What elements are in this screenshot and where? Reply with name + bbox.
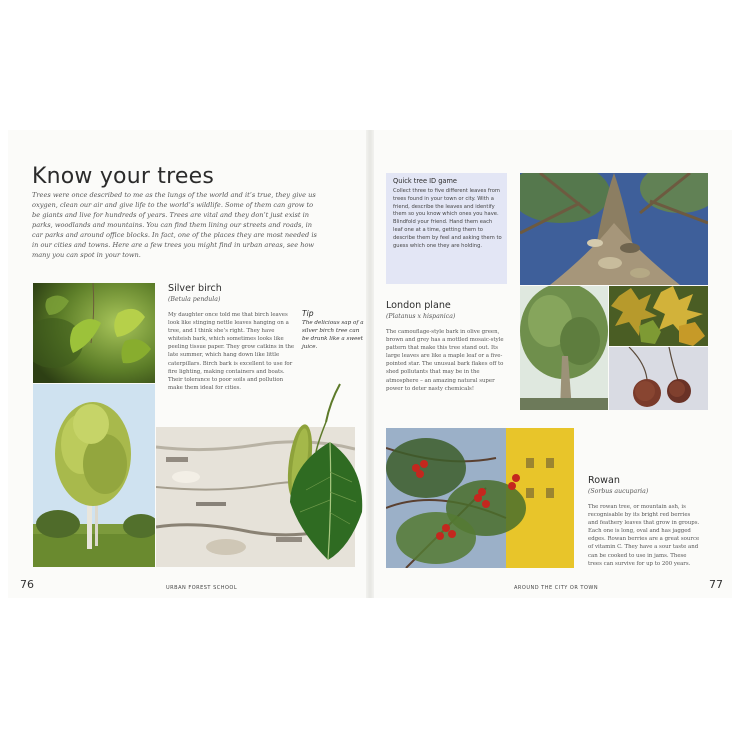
silver-birch-text: My daughter once told me that birch leaves look like stinging nettle leaves hanging on a tree, and I think she’s right. They have whiteish bark, which sometimes looks like peeling tissue paper. They grow catkins in the late summer, which hang down like little caterpillars. Birch bark is excellent to use for fire lighting, making containers and boats. Their tolerance to poor soils and pollution make them ideal for cities. [168, 312, 295, 391]
london-plane-latin: (Platanus x hispanica) [386, 313, 456, 320]
tip-text: The delicious sap of a silver birch tree can be drunk like a sweet juice. [302, 320, 364, 350]
game-text: Collect three to five different leaves from trees found in your town or city. With a friend, describe the leaves and identify them so you know which ones you have. Blindfold your friend. Hand them each leaf one at a time, getting them to describe them by feel and asking them to guess which one they are holding. [393, 188, 502, 249]
footer-left: URBAN FOREST SCHOOL [166, 585, 238, 591]
plane-seed-balls-photo [609, 347, 708, 410]
rowan-heading: Rowan [588, 475, 620, 486]
silver-birch-latin: (Betula pendula) [168, 296, 221, 303]
london-plane-text: The camouflage-style bark in olive green, brown and grey has a mottled mosaic-style pattern that make this tree stand out. Its large leaves are like a maple leaf or a five-pointed star. The unusual bark flakes off to shed pollutants that may be in the atmosphere – an amazing natural super power to deter nasty chemicals! [386, 329, 504, 392]
page-number-right: 77 [709, 578, 723, 591]
birch-tree-photo [33, 384, 155, 567]
page-title: Know your trees [32, 164, 214, 189]
london-plane-trunk-photo [520, 173, 708, 285]
rowan-text: The rowan tree, or mountain ash, is recognisable by its bright red berries and feathery leaves that grow in groups. Each one is long, oval and has jagged edges. Rowan berries are a great source of vitamin C. They have a sour taste and can be cooked to use in jams. These trees can survive for up to 200 years. [588, 504, 700, 567]
rowan-latin: (Sorbus aucuparia) [588, 488, 649, 495]
tip-title: Tip [302, 309, 314, 318]
birch-leaf-catkin-image [270, 382, 375, 562]
silver-birch-heading: Silver birch [168, 283, 222, 294]
footer-right: AROUND THE CITY OR TOWN [514, 585, 599, 591]
game-title: Quick tree ID game [393, 177, 457, 185]
london-plane-heading: London plane [386, 300, 451, 311]
birch-leaves-photo [33, 283, 155, 383]
intro-paragraph: Trees were once described to me as the lungs of the world and it’s true, they give us oxygen, clean our air and give life to the world’s wildlife. Some of them can grow to be giants and live for hundreds of years. Trees are vital and they don’t just exist in parks, woodlands and mountains. You can find them lining our streets and roads, in car parks and around office blocks. In fact, one of the places they are most needed is in our cities and towns. Here are a few trees you might find in urban areas, see how many you can spot in your town. [32, 191, 317, 259]
london-plane-tree-photo [520, 286, 608, 410]
page-number-left: 76 [20, 578, 34, 591]
rowan-photo [386, 428, 574, 568]
plane-leaves-photo [609, 286, 708, 346]
